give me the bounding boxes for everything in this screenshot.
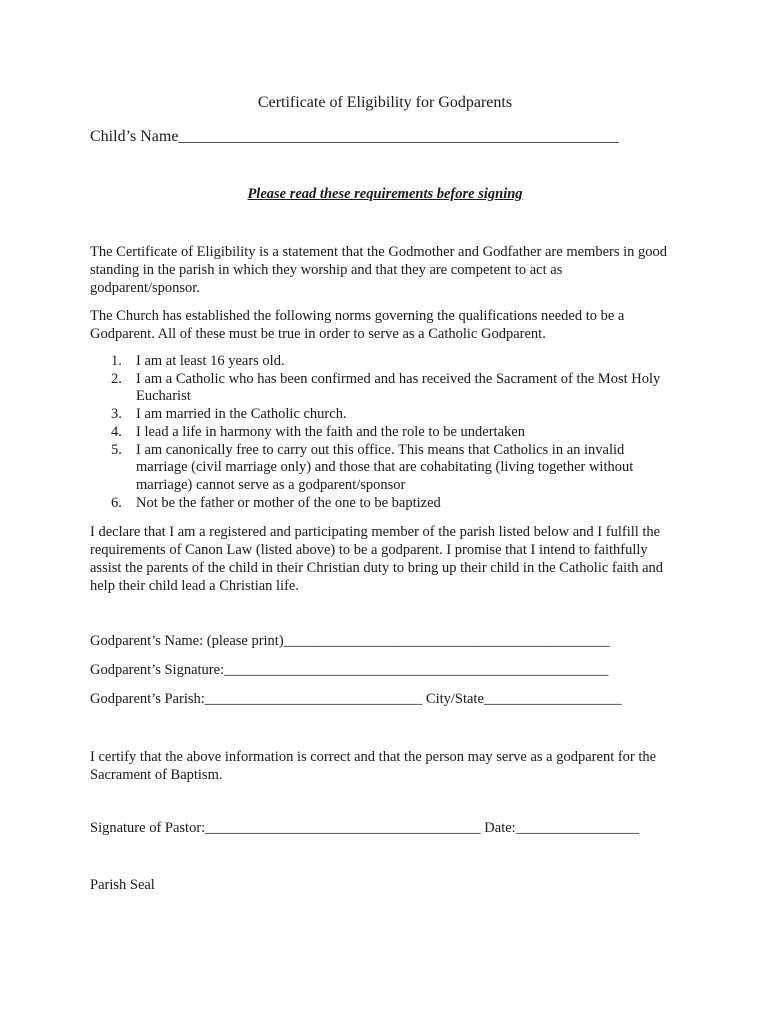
list-item-number: 3. — [111, 406, 122, 423]
list-item-number: 6. — [111, 494, 122, 511]
child-name-field[interactable]: Child’s Name_______________________________________________________ — [90, 128, 619, 145]
list-item — [90, 353, 670, 371]
intro-paragraph: The Certificate of Eligibility is a statement that the Godmother and Godfather are members in good standing in the parish in which they worship and that they are competent to act as godparent/sponsor. — [90, 244, 668, 296]
list-item — [90, 371, 670, 406]
page-title: Certificate of Eligibility for Godparents — [257, 94, 513, 111]
list-item-number: 4. — [111, 423, 122, 440]
godparent-parish-field[interactable]: Godparent’s Parish:______________________________ City/State___________________ — [90, 691, 622, 707]
list-item-number: 5. — [111, 441, 122, 458]
list-item — [90, 442, 670, 495]
pastor-signature-field[interactable]: Signature of Pastor:______________________________________ Date:_________________ — [90, 820, 639, 836]
godparent-signature-field[interactable]: Godparent’s Signature:_____________________________________________________ — [90, 662, 609, 678]
certify-paragraph: I certify that the above information is correct and that the person may serve as a godparent for the Sacrament of Baptism. — [90, 749, 657, 783]
list-item — [90, 406, 670, 424]
list-item-text: I am canonically free to carry out this office. This means that Catholics in an invalid marriage (civil marriage only) and those that are cohabitating (living together without marriage) cannot serve as a godparent/sponsor — [136, 441, 634, 493]
parish-seal-label: Parish Seal — [90, 877, 155, 893]
declaration-paragraph: I declare that I am a registered and participating member of the parish listed below and I fulfill the requirements of Canon Law (listed above) to be a godparent. I promise that I intend to faithfully assist the parents of the child in their Christian duty to bring up their child in the Catholic faith and help their child lead a Christian life. — [90, 524, 664, 594]
list-item-text: I am a Catholic who has been confirmed and has received the Sacrament of the Most Holy Eucharist — [136, 370, 661, 405]
list-item-text: I lead a life in harmony with the faith and the role to be undertaken — [136, 423, 525, 440]
requirements-list — [90, 353, 670, 512]
norms-paragraph: The Church has established the following norms governing the qualifications needed to be a Godparent. All of these must be true in order to serve as a Catholic Godparent. — [90, 308, 625, 342]
list-item-text: I am at least 16 years old. — [136, 353, 285, 369]
list-item-number: 2. — [111, 370, 122, 387]
list-item — [90, 495, 670, 513]
list-item-text: I am married in the Catholic church. — [136, 406, 347, 423]
list-item — [90, 424, 670, 442]
list-item-text: Not be the father or mother of the one to be baptized — [136, 494, 441, 511]
godparent-name-field[interactable]: Godparent’s Name: (please print)_____________________________________________ — [90, 633, 610, 649]
requirements-notice: Please read these requirements before signing — [247, 186, 523, 202]
list-item-number: 1. — [111, 353, 122, 369]
